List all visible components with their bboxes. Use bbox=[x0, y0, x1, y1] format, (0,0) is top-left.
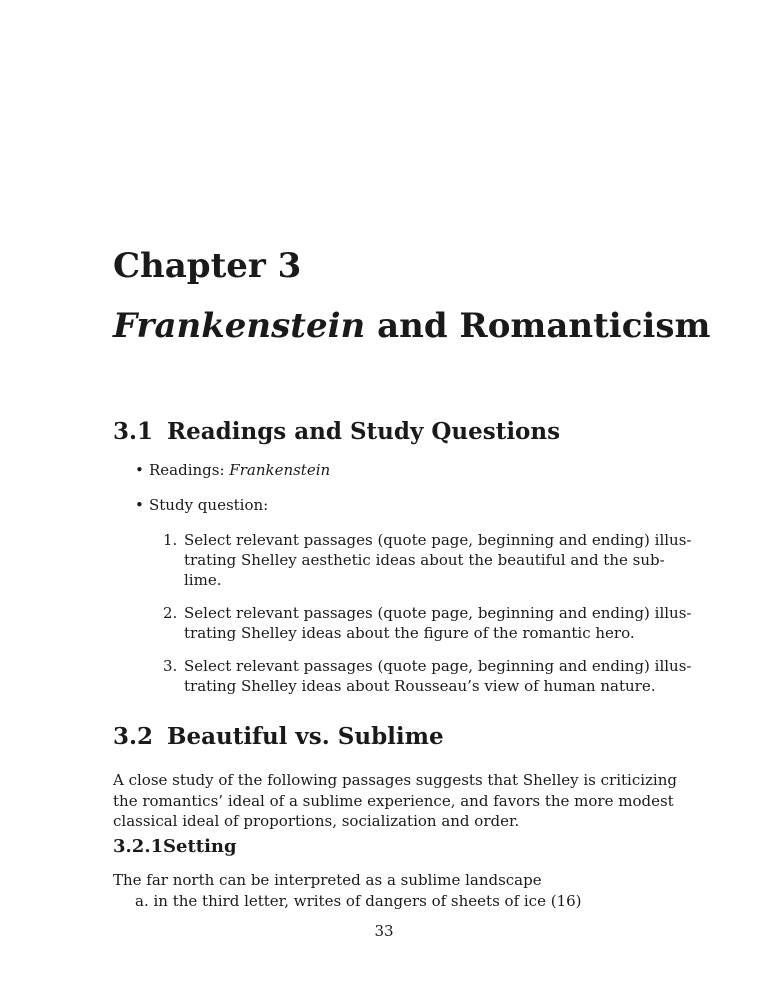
question-line: Select relevant passages (quote page, beginning and ending) illus- bbox=[184, 531, 692, 549]
question-line: lime. bbox=[184, 571, 222, 589]
bullet-marker: • bbox=[135, 461, 144, 479]
bullet-label: Readings: bbox=[149, 461, 230, 479]
paragraph-line: a. in the third letter, writes of dangers of sheets of ice (16) bbox=[135, 891, 582, 910]
paragraph-line: A close study of the following passages suggests that Shelley is criticizing bbox=[113, 771, 677, 789]
question-item-3 bbox=[163, 656, 692, 696]
subsection-heading-3-2-1 bbox=[113, 836, 237, 857]
section-number: 3.2 bbox=[113, 723, 154, 750]
question-item-2 bbox=[163, 603, 692, 643]
chapter-label: Chapter 3 bbox=[113, 246, 302, 286]
question-line: trating Shelley ideas about the figure of the romantic hero. bbox=[184, 624, 635, 642]
bullet-item-study-question bbox=[135, 496, 268, 514]
section-paragraph bbox=[113, 770, 677, 832]
question-number: 1. bbox=[163, 531, 178, 549]
chapter-title-rest: and Romanticism bbox=[365, 306, 711, 346]
question-line: Select relevant passages (quote page, beginning and ending) illus- bbox=[184, 657, 692, 675]
section-title: Beautiful vs. Sublime bbox=[167, 723, 444, 750]
bullet-item-readings bbox=[135, 461, 330, 479]
paragraph-line: The far north can be interpreted as a sublime landscape bbox=[113, 871, 542, 889]
question-line: Select relevant passages (quote page, beginning and ending) illus- bbox=[184, 604, 692, 622]
section-title: Readings and Study Questions bbox=[167, 418, 561, 445]
bullet-label: Study question: bbox=[149, 496, 269, 514]
question-line: trating Shelley aesthetic ideas about the beautiful and the sub- bbox=[184, 551, 665, 569]
bullet-italic: Frankenstein bbox=[229, 461, 331, 479]
subsection-paragraph bbox=[113, 870, 658, 911]
paragraph-line: classical ideal of proportions, socialization and order. bbox=[113, 812, 520, 830]
question-line: trating Shelley ideas about Rousseau’s view of human nature. bbox=[184, 677, 656, 695]
question-number: 3. bbox=[163, 657, 178, 675]
subsection-number: 3.2.1 bbox=[113, 836, 164, 857]
chapter-title-italic: Frankenstein bbox=[113, 306, 366, 346]
section-number: 3.1 bbox=[113, 418, 154, 445]
subsection-title: Setting bbox=[163, 836, 237, 857]
question-item-1 bbox=[163, 530, 692, 590]
paragraph-line: the romantics’ ideal of a sublime experience, and favors the more modest bbox=[113, 791, 674, 810]
chapter-title bbox=[113, 306, 710, 346]
question-number: 2. bbox=[163, 604, 178, 622]
page-number: 33 bbox=[374, 922, 394, 940]
section-heading-3-1 bbox=[113, 418, 560, 445]
section-heading-3-2 bbox=[113, 723, 444, 750]
bullet-marker: • bbox=[135, 496, 144, 514]
